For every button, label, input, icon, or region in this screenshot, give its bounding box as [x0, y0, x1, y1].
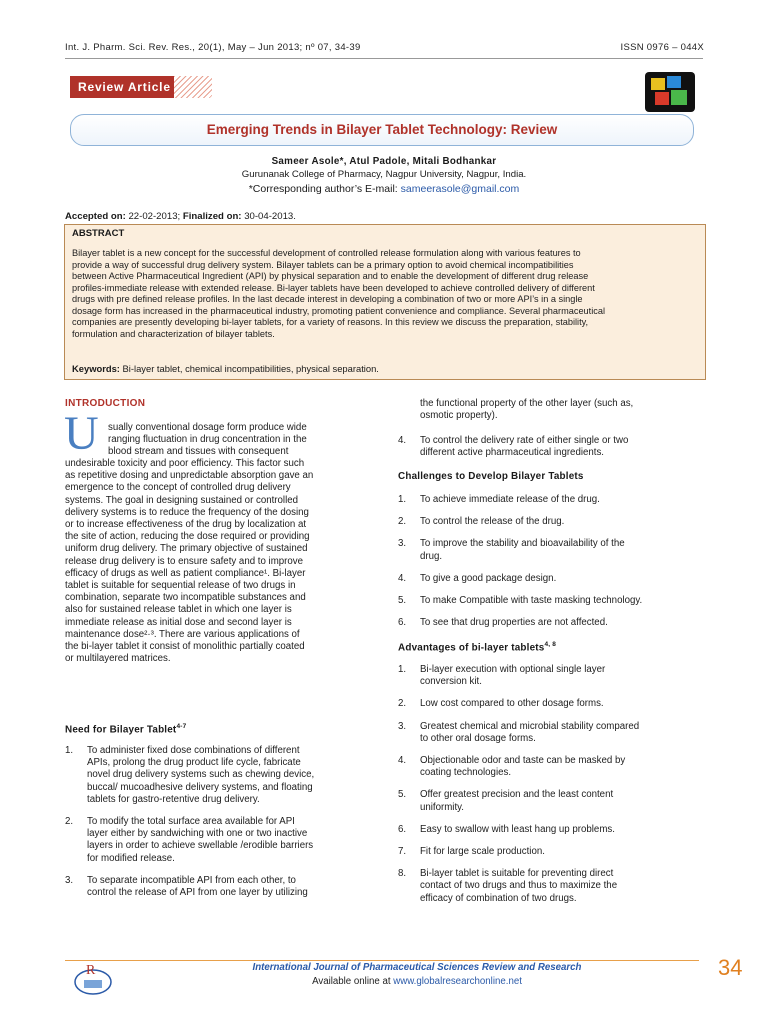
- advantage-item: [398, 755, 704, 779]
- list-item-line: Objectionable odor and taste can be masked by: [420, 755, 626, 766]
- advantage-item: [398, 846, 704, 858]
- list-item-line: To administer fixed dose combinations of different: [87, 745, 300, 756]
- list-item-line: coating technologies.: [420, 767, 512, 779]
- list-item-line: the functional property of the other layer (such as,: [420, 398, 634, 409]
- advantages-heading-ref: 4, 8: [544, 641, 557, 648]
- list-item-line: conversion kit.: [420, 676, 482, 688]
- need-item: [65, 816, 372, 865]
- abstract-body: [72, 248, 700, 340]
- citation-header: Int. J. Pharm. Sci. Rev. Res., 20(1), May – Jun 2013; nº 07, 34-39: [65, 42, 361, 53]
- abstract-heading: ABSTRACT: [72, 228, 125, 239]
- finalized-label: Finalized on:: [182, 211, 242, 222]
- challenge-item: [398, 573, 704, 585]
- challenge-item: [398, 617, 704, 629]
- intro-line: maintenance dose²·³. There are various applications of: [65, 628, 300, 640]
- svg-text:R: R: [86, 963, 96, 978]
- list-item-line: Easy to swallow with least hang up problems.: [420, 823, 615, 835]
- challenge-item: [398, 516, 704, 528]
- intro-line: sually conventional dosage form produce wide: [108, 422, 307, 433]
- list-item-line: To separate incompatible API from each other, to: [87, 874, 296, 886]
- list-item-line: To see that drug properties are not affected.: [420, 617, 608, 629]
- list-number: 1.: [65, 745, 74, 756]
- intro-line: ranging fluctuation in drug concentration in the: [108, 434, 307, 446]
- intro-line: or multilayered matrices.: [65, 653, 171, 665]
- list-number: 7.: [398, 846, 407, 857]
- intro-line: delivery systems is to reduce the frequency of the dosing: [65, 506, 309, 518]
- page-number: 34: [718, 955, 743, 980]
- footer-logo-icon: [72, 960, 114, 998]
- list-item-line: To improve the stability and bioavailability of the: [420, 538, 625, 550]
- list-number: 4.: [398, 435, 407, 446]
- dropcap: U: [64, 407, 99, 460]
- list-item-line: for modified release.: [87, 852, 175, 864]
- author-affiliation: Gurunanak College of Pharmacy, Nagpur University, Nagpur, India.: [241, 169, 527, 180]
- list-number: 4.: [398, 755, 407, 766]
- keywords-label: Keywords:: [72, 363, 120, 374]
- intro-line: or to increase effectiveness of the drug by localization at: [65, 519, 307, 531]
- advantage-item: [398, 721, 704, 745]
- need-heading-ref: 4-7: [176, 723, 187, 730]
- list-item-line: layer either by sandwiching with one or two inactive: [87, 828, 308, 840]
- list-item-line: contact of two drugs and thus to maximize the: [420, 880, 618, 892]
- need-item: [65, 875, 372, 899]
- issn-header: ISSN 0976 – 044X: [620, 42, 704, 53]
- abstract-line: profiles-immediate release with extended release. Bi-layer tablets have been developed to achieve controlled delivery of different: [72, 282, 595, 293]
- list-item-line: efficacy of combination of two drugs.: [420, 892, 577, 904]
- list-number: 5.: [398, 789, 407, 801]
- advantage-item: [398, 789, 704, 813]
- article-type-badge: Review Article: [70, 76, 174, 98]
- abstract-line: formulation and characterization of bilayer tablets.: [72, 328, 275, 339]
- introduction-heading: INTRODUCTION: [65, 398, 146, 409]
- intro-body: [65, 458, 372, 665]
- advantage-item: [398, 824, 704, 836]
- advantage-item: [398, 698, 704, 710]
- corresponding-author: [65, 183, 703, 195]
- footer-availability: [150, 976, 684, 987]
- right-cont: [420, 398, 704, 422]
- list-item-line: To control the delivery rate of either single or two: [420, 435, 629, 446]
- list-number: 3.: [398, 720, 407, 732]
- abstract-line: dosage form has increased in the pharmaceutical industry, promoting patient convenience and compliance. Several pharmaceutical: [72, 305, 606, 316]
- list-item-line: To give a good package design.: [420, 572, 557, 584]
- list-item-line: drug.: [420, 550, 443, 562]
- list-item-line: Fit for large scale production.: [420, 846, 545, 857]
- footer-journal-name: International Journal of Pharmaceutical Sciences Review and Research: [252, 962, 582, 973]
- abstract-line: companies are presently developing bi-layer tablets, for a variety of reasons. In this review we discuss the preparation, stability,: [72, 317, 589, 327]
- intro-line: emergence to the concept of controlled drug delivery: [65, 482, 291, 494]
- need-heading: [65, 723, 186, 735]
- footer-available-label: Available online at: [312, 976, 394, 987]
- accepted-label: Accepted on:: [65, 211, 126, 222]
- intro-line: systems. The goal in designing sustained or controlled: [65, 494, 298, 506]
- intro-line: blood stream and tissues with consequent: [108, 446, 289, 458]
- list-number: 3.: [398, 538, 407, 550]
- list-item-line: To modify the total surface area available for API: [87, 816, 295, 827]
- intro-line: as repetitive dosing and unpredictable absorption gave an: [65, 470, 314, 482]
- list-item-line: tablets for gastro-retentive drug delivery.: [87, 793, 260, 805]
- intro-line: release drug delivery is to ensure safety and to improve: [65, 555, 304, 567]
- intro-line: combination, separate two incompatible substances and: [65, 592, 306, 604]
- list-number: 6.: [398, 823, 407, 835]
- list-item-line: To achieve immediate release of the drug.: [420, 494, 600, 505]
- intro-line: immediate release as initial dose and second layer is: [65, 616, 292, 628]
- list-item-line: Bi-layer execution with optional single layer: [420, 664, 606, 675]
- finalized-date: 30-04-2013.: [244, 211, 296, 222]
- list-number: 1.: [398, 664, 407, 675]
- list-number: 8.: [398, 868, 407, 880]
- list-item-line: osmotic property).: [420, 410, 498, 422]
- email-link[interactable]: sameerasole@gmail.com: [400, 183, 520, 195]
- advantages-heading-text: Advantages of bi-layer tablets: [398, 642, 545, 654]
- list-item-line: to other oral dosage forms.: [420, 732, 536, 744]
- keywords: [72, 363, 379, 374]
- list-number: 1.: [398, 494, 407, 505]
- keywords-text: Bi-layer tablet, chemical incompatibilities, physical separation.: [122, 363, 379, 374]
- list-item-line: Greatest chemical and microbial stability compared: [420, 720, 640, 732]
- advantage-item: [398, 868, 704, 905]
- accepted-date: 22-02-2013;: [128, 211, 181, 222]
- advantage-item: [398, 664, 704, 688]
- intro-line: undesirable toxicity and poor efficiency. This factor such: [65, 458, 305, 469]
- list-item-line: Offer greatest precision and the least content: [420, 789, 614, 801]
- footer-url-link[interactable]: www.globalresearchonline.net: [393, 976, 522, 987]
- list-item-line: Bi-layer tablet is suitable for preventing direct: [420, 868, 614, 880]
- list-item-line: To make Compatible with taste masking technology.: [420, 595, 643, 606]
- list-item-line: layers in order to achieve swellable /erodible barriers: [87, 840, 314, 852]
- intro-line: uniform drug delivery. The primary objective of sustained: [65, 543, 308, 555]
- challenges-list: [398, 494, 704, 634]
- badge-hatch-decoration: [174, 76, 212, 98]
- need-item: [398, 435, 704, 459]
- list-number: 3.: [65, 874, 74, 886]
- list-item-line: different active pharmaceutical ingredients.: [420, 447, 604, 459]
- abstract-line: drugs with pre defined release profiles. In the last decade interest in developing a combination of two or more API’s in a single: [72, 294, 583, 304]
- email-label: *Corresponding author’s E-mail:: [248, 183, 398, 195]
- list-item-line: uniformity.: [420, 801, 464, 813]
- challenge-item: [398, 538, 704, 562]
- list-number: 4.: [398, 572, 407, 584]
- abstract-line: Bilayer tablet is a new concept for the successful development of controlled release formulation along with various features to: [72, 248, 581, 258]
- need-list: [65, 745, 372, 945]
- abstract-line: provide a way of successful drug delivery system. Bilayer tablets can be a primary option to avoid chemical incompatibilities: [72, 259, 574, 270]
- intro-indented: [108, 422, 372, 459]
- header-divider: [65, 58, 703, 59]
- need-item-4: [398, 435, 704, 465]
- list-item-line: novel drug delivery systems such as chewing device,: [87, 769, 315, 781]
- list-item-line: To control the release of the drug.: [420, 516, 565, 528]
- advantages-heading: [398, 641, 556, 653]
- abstract-line: between Active Pharmaceutical Ingredient (API) by physical separation and to enable the development of different drug release: [72, 271, 589, 281]
- journal-logo-icon: [645, 72, 695, 112]
- intro-line: also for sustained release tablet in which one layer is: [65, 604, 292, 616]
- article-title: Emerging Trends in Bilayer Tablet Technology: Review: [70, 114, 694, 146]
- list-item-line: APIs, prolong the drug product life cycle, fabricate: [87, 757, 301, 769]
- list-number: 5.: [398, 595, 407, 606]
- list-item-line: buccal/ mucoadhesive delivery systems, and floating: [87, 781, 313, 793]
- author-names: Sameer Asole*, Atul Padole, Mitali Bodhankar: [271, 156, 497, 167]
- list-item-line: Low cost compared to other dosage forms.: [420, 698, 604, 710]
- intro-line: the site of action, reducing the dose required or providing: [65, 531, 310, 543]
- list-number: 2.: [398, 698, 407, 710]
- list-number: 2.: [65, 816, 74, 827]
- intro-line: tablet is suitable for sequential release of two drugs in: [65, 580, 296, 592]
- intro-line: efficacy of drugs as well as patient compliance¹. Bi-layer: [65, 567, 306, 579]
- advantages-list: [398, 664, 704, 934]
- footer-divider: [65, 960, 699, 961]
- list-item-line: control the release of API from one layer by utilizing: [87, 887, 308, 898]
- list-number: 2.: [398, 516, 407, 528]
- challenge-item: [398, 494, 704, 506]
- challenge-item: [398, 595, 704, 607]
- intro-line: the bi-layer tablet it consist of monolithic partially coated: [65, 641, 305, 653]
- article-dates: [65, 211, 296, 222]
- list-number: 6.: [398, 617, 407, 629]
- need-item: [65, 745, 372, 806]
- need-heading-text: Need for Bilayer Tablet: [65, 724, 177, 736]
- challenges-heading: Challenges to Develop Bilayer Tablets: [398, 471, 584, 482]
